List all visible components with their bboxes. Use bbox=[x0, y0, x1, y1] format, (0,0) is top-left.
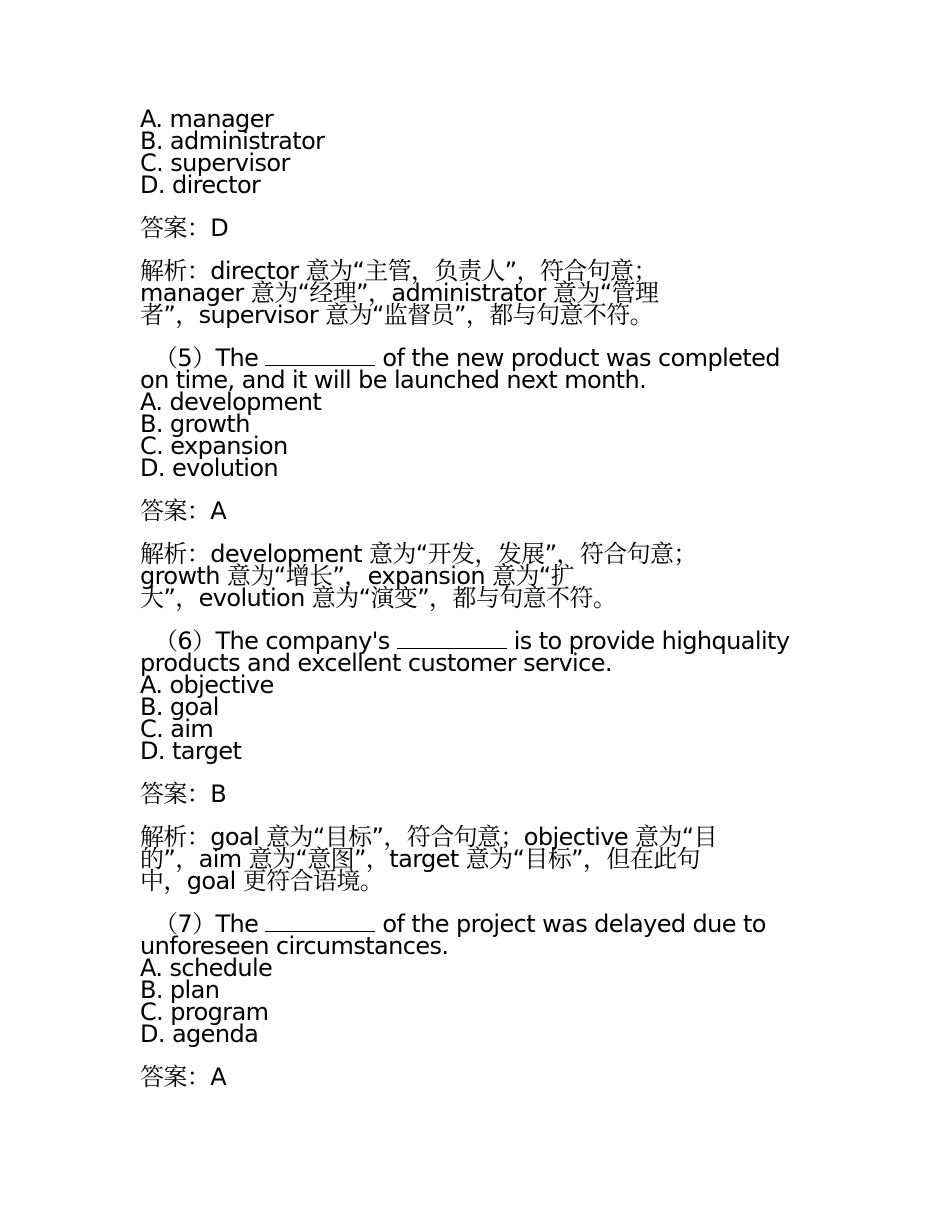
q5-question bbox=[140, 344, 810, 482]
q7-option-a: A. schedule bbox=[140, 954, 273, 982]
q6-analysis-line: 中，goal 更符合语境。 bbox=[140, 867, 384, 895]
q5-stem-line2: on time, and it will be launched next month. bbox=[140, 366, 647, 394]
q5-analysis-line: growth 意为“增长”，expansion 意为“扩 bbox=[140, 562, 575, 590]
q4-option-b: B. administrator bbox=[140, 127, 325, 155]
q6-option-b: B. goal bbox=[140, 693, 219, 721]
q5-analysis bbox=[140, 540, 810, 612]
q6-analysis-line: 解析：goal 意为“目标”，符合句意；objective 意为“目 bbox=[140, 823, 718, 851]
q4-option-d: D. director bbox=[140, 171, 261, 199]
q6-option-c: C. aim bbox=[140, 715, 214, 743]
q5-option-b: B. growth bbox=[140, 410, 250, 438]
q7-question bbox=[140, 910, 810, 1048]
q7-answer: 答案：A bbox=[140, 1063, 227, 1091]
document-page bbox=[140, 105, 810, 1091]
q7-option-c: C. program bbox=[140, 998, 269, 1026]
q4-option-a: A. manager bbox=[140, 105, 274, 133]
q6-stem-line2: products and excellent customer service. bbox=[140, 649, 612, 677]
q7-option-d: D. agenda bbox=[140, 1020, 259, 1048]
q5-analysis-line: 大”，evolution 意为“演变”，都与句意不符。 bbox=[140, 584, 617, 612]
q5-option-c: C. expansion bbox=[140, 432, 288, 460]
q6-option-a: A. objective bbox=[140, 671, 274, 699]
q4-options bbox=[140, 105, 810, 199]
q4-analysis-line: 者”，supervisor 意为“监督员”，都与句意不符。 bbox=[140, 301, 654, 329]
q4-analysis-line: manager 意为“经理”，administrator 意为“管理 bbox=[140, 279, 659, 307]
q4-analysis-line: 解析：director 意为“主管，负责人”，符合句意； bbox=[140, 257, 657, 285]
q6-blank bbox=[397, 630, 507, 649]
q5-option-d: D. evolution bbox=[140, 454, 279, 482]
q5-answer: 答案：A bbox=[140, 497, 227, 525]
q5-stem-pre: （5）The bbox=[154, 344, 266, 372]
q4-answer: 答案：D bbox=[140, 214, 229, 242]
q5-option-a: A. development bbox=[140, 388, 322, 416]
q5-stem-post: of the new product was completed bbox=[375, 344, 780, 372]
q7-stem-post: of the project was delayed due to bbox=[375, 910, 766, 938]
q5-blank bbox=[265, 347, 375, 366]
q7-stem-pre: （7）The bbox=[154, 910, 266, 938]
q7-blank bbox=[265, 913, 375, 932]
q4-option-c: C. supervisor bbox=[140, 149, 290, 177]
q6-option-d: D. target bbox=[140, 737, 242, 765]
q5-analysis-line: 解析：development 意为“开发，发展”，符合句意； bbox=[140, 540, 697, 568]
q7-stem-line2: unforeseen circumstances. bbox=[140, 932, 449, 960]
q7-option-b: B. plan bbox=[140, 976, 220, 1004]
q6-analysis bbox=[140, 823, 810, 895]
q4-analysis bbox=[140, 257, 810, 329]
q6-question bbox=[140, 627, 810, 765]
q6-stem-post: is to provide highquality bbox=[506, 627, 790, 655]
q6-answer: 答案：B bbox=[140, 780, 227, 808]
q6-stem-pre: （6）The company's bbox=[154, 627, 397, 655]
q6-analysis-line: 的”，aim 意为“意图”，target 意为“目标”，但在此句 bbox=[140, 845, 700, 873]
